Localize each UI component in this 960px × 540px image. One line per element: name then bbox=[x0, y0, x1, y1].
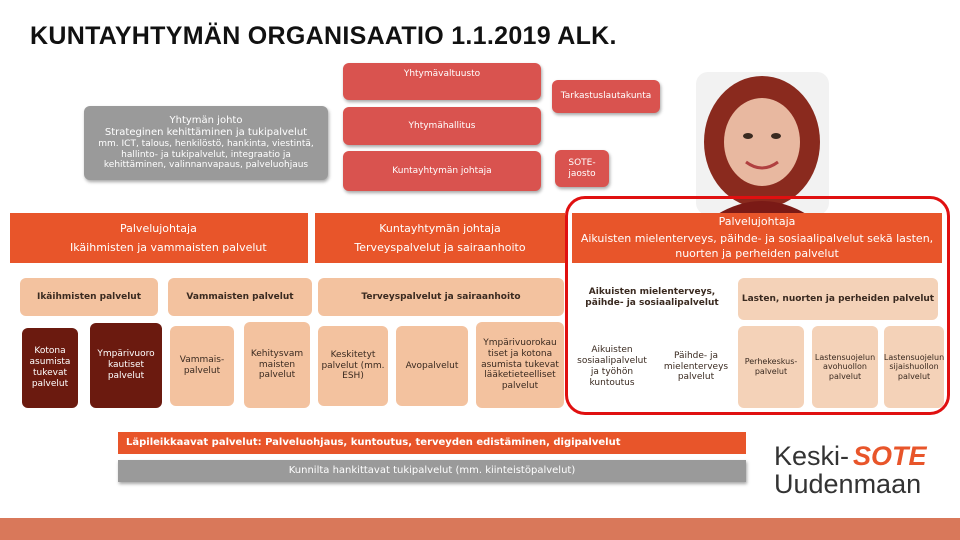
logo-sote: SOTE bbox=[853, 441, 927, 471]
ymparivuorokautiset-laaketieteelliset-box bbox=[476, 322, 564, 408]
johto-title: Yhtymän johto bbox=[169, 114, 243, 126]
yhtymahallitus-label: Yhtymähallitus bbox=[408, 120, 476, 131]
kotona-asumista-box bbox=[22, 328, 78, 408]
kuntayhtyman-johtaja-box bbox=[343, 151, 541, 191]
yhtymahallitus-box bbox=[343, 107, 541, 145]
portrait-photo bbox=[696, 72, 829, 215]
avopalvelut-label: Avopalvelut bbox=[405, 360, 459, 371]
terveyspalvelut-box bbox=[318, 278, 564, 316]
sote-jaosto-box bbox=[555, 150, 609, 187]
kuntayhtyman-johtaja-label: Kuntayhtymän johtaja bbox=[392, 165, 492, 176]
ymparivuoro-label: Ympärivuoro kautiset palvelut bbox=[97, 349, 155, 381]
middle-header-sub: Terveyspalvelut ja sairaanhoito bbox=[354, 241, 526, 254]
kunnilta-bar bbox=[118, 460, 746, 482]
yhtymavaltuusto-label: Yhtymävaltuusto bbox=[403, 69, 481, 79]
kehitysvammaisten-box bbox=[244, 322, 310, 408]
logo-keski: Keski- bbox=[774, 441, 850, 471]
highlight-frame bbox=[565, 196, 950, 415]
kunnilta-label: Kunnilta hankittavat tukipalvelut (mm. kiinteistöpalvelut) bbox=[288, 465, 576, 476]
paihde-label: Päihde- ja mielenterveys palvelut bbox=[663, 350, 729, 383]
johto-desc: mm. ICT, talous, henkilöstö, hankinta, viestintä, hallinto- ja tukipalvelut, integraatio ja kehittäminen, valinnanvapaus, palveluohjaus bbox=[98, 138, 314, 171]
right-header-title: Palvelujohtaja bbox=[718, 214, 796, 228]
lastensuojelu-avo-label: Lastensuojelun avohuollon palvelut bbox=[814, 352, 876, 381]
ikaihmisten-label: Ikäihmisten palvelut bbox=[36, 291, 142, 302]
yhtyman-johto-box bbox=[84, 106, 328, 180]
left-column-header bbox=[10, 213, 308, 263]
lastensuojelu-sijais-label: Lastensuojelun sijaishuollon palvelut bbox=[883, 352, 945, 381]
lasten-label: Lasten, nuorten ja perheiden palvelut bbox=[741, 293, 935, 304]
vammaispalvelut-box bbox=[170, 326, 234, 406]
terveyspalvelut-label: Terveyspalvelut ja sairaanhoito bbox=[361, 291, 521, 302]
keskitetyt-label: Keskitetyt palvelut (mm. ESH) bbox=[321, 349, 385, 382]
keski-sote-logo bbox=[774, 442, 944, 502]
ymparivuorokautiset-box bbox=[90, 323, 162, 408]
johto-subtitle: Strateginen kehittäminen ja tukipalvelut bbox=[104, 126, 308, 138]
sote-jaosto-label: SOTE-jaosto bbox=[568, 157, 596, 179]
lapileikkaavat-label: Läpileikkaavat palvelut: Palveluohjaus, kuntoutus, terveyden edistäminen, digipalvelut bbox=[126, 437, 621, 448]
avopalvelut-box bbox=[396, 326, 468, 406]
portrait-icon bbox=[696, 72, 829, 215]
yhtymavaltuusto-box bbox=[343, 63, 541, 100]
kehitys-label: Kehitysvam maisten palvelut bbox=[250, 348, 304, 381]
aikuisten-label: Aikuisten mielenterveys, päihde- ja sosiaalipalvelut bbox=[585, 287, 719, 308]
ikaihmisten-palvelut-box bbox=[20, 278, 158, 316]
vammaisten-palvelut-box bbox=[168, 278, 312, 316]
kotona-label: Kotona asumista tukevat palvelut bbox=[29, 346, 71, 389]
logo-uudenmaan: Uudenmaan bbox=[774, 469, 922, 499]
sosiaali-label: Aikuisten sosiaalipalvelut ja työhön kuntoutus bbox=[577, 345, 647, 388]
middle-column-header bbox=[315, 213, 565, 263]
bottom-strip bbox=[0, 518, 960, 540]
tarkastuslautakunta-label: Tarkastuslautakunta bbox=[560, 91, 652, 102]
page-title: KUNTAYHTYMÄN ORGANISAATIO 1.1.2019 ALK. bbox=[30, 22, 617, 50]
vammais-label: Vammais-palvelut bbox=[179, 355, 225, 376]
keskitetyt-palvelut-box bbox=[318, 326, 388, 406]
vammaisten-label: Vammaisten palvelut bbox=[186, 291, 294, 302]
lapileikkaavat-bar bbox=[118, 432, 746, 454]
left-header-title: Palvelujohtaja bbox=[120, 221, 197, 235]
ymparivuorokautiset-label: Ympärivuorokau tiset ja kotona asumista tukevat lääketieteelliset palvelut bbox=[481, 338, 559, 392]
left-header-sub: Ikäihmisten ja vammaisten palvelut bbox=[70, 241, 267, 254]
middle-header-title: Kuntayhtymän johtaja bbox=[379, 221, 501, 235]
right-header-sub: Aikuisten mielenterveys, päihde- ja sosiaalipalvelut sekä lasten, nuorten ja perheiden palvelut bbox=[580, 231, 934, 261]
tarkastuslautakunta-box bbox=[552, 80, 660, 113]
perhekeskus-label: Perhekeskus-palvelut bbox=[744, 357, 798, 376]
